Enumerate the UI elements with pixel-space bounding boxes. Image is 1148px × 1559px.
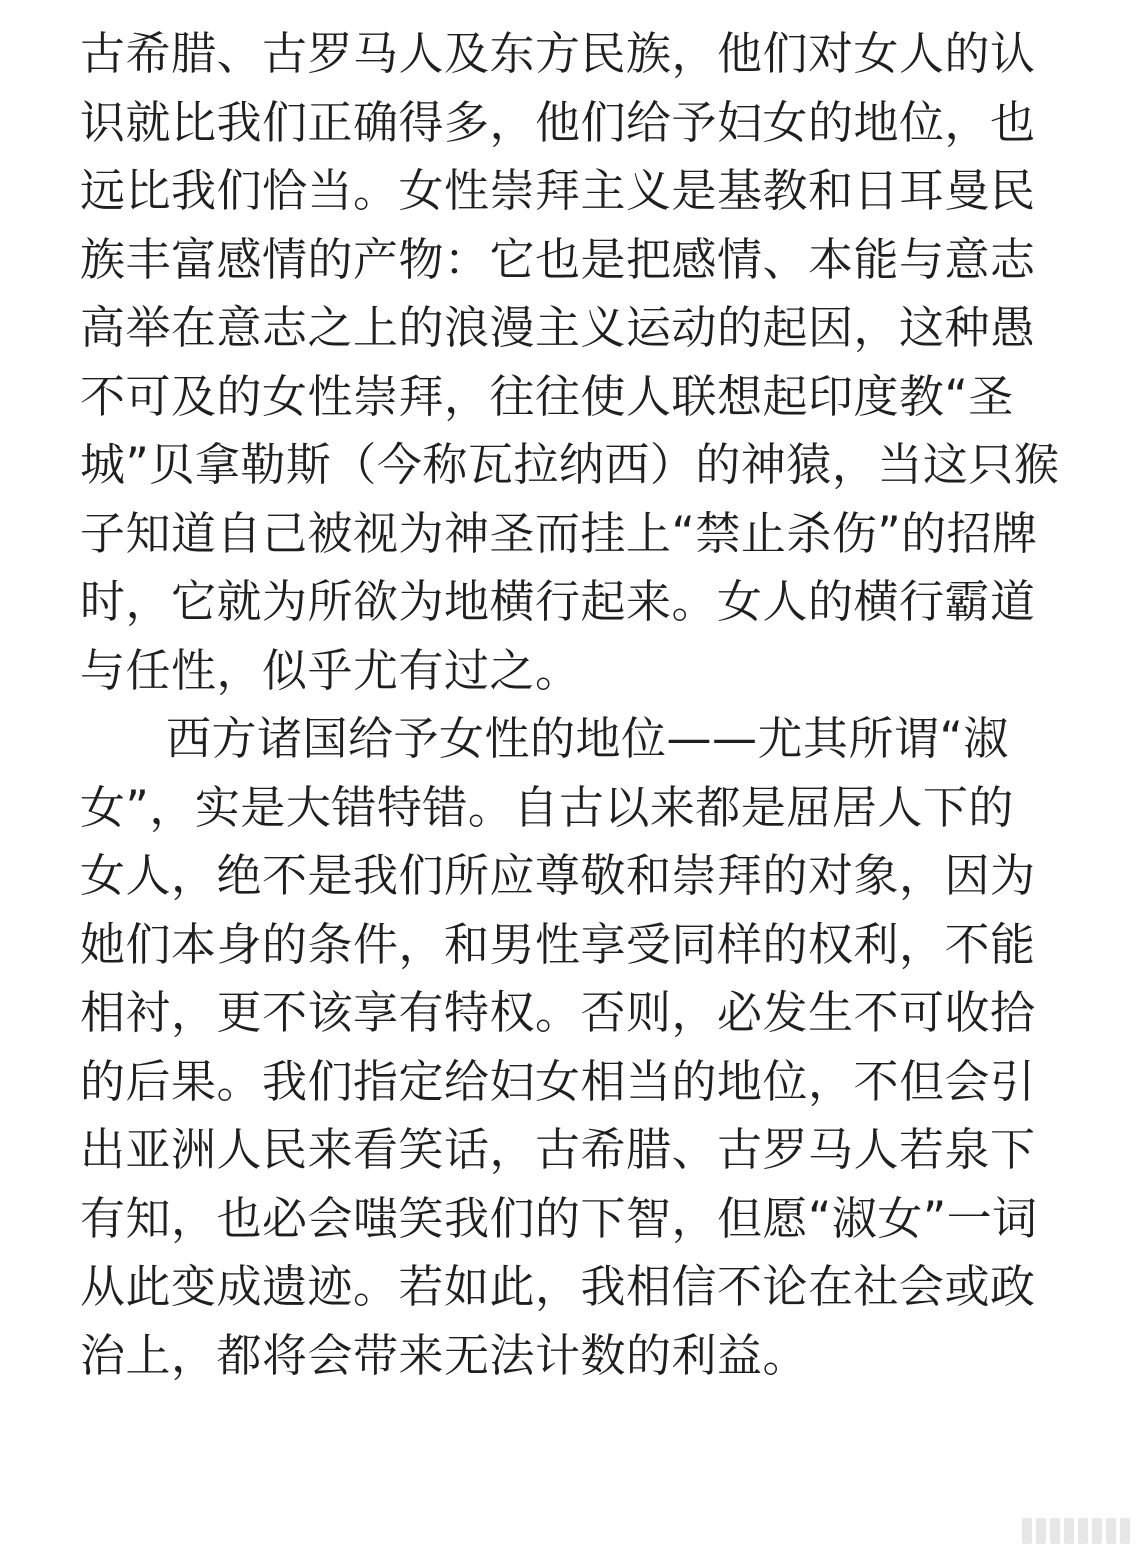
paragraph-line: 出亚洲人民来看笑话，古希腊、古罗马人若泉下 xyxy=(80,1123,1036,1176)
watermark-bar xyxy=(1092,1518,1102,1544)
paragraph-line: 她们本身的条件，和男性享受同样的权利，不能 xyxy=(80,917,1036,971)
paragraph-2 xyxy=(80,705,1100,1390)
paragraph-line: 高举在意志之上的浪漫主义运动的起因，这种愚 xyxy=(80,301,1036,354)
paragraph-line: 族丰富感情的产物：它也是把感情、本能与意志 xyxy=(80,232,1036,286)
paragraph-line: 治上，都将会带来无法计数的利益。 xyxy=(80,1328,809,1382)
paragraph-line: 从此变成遗迹。若如此，我相信不论在社会或政 xyxy=(80,1260,1036,1313)
paragraph-1 xyxy=(80,20,1100,705)
paragraph-line: 时，它就为所欲为地横行起来。女人的横行霸道 xyxy=(80,575,1036,628)
paragraph-line: 古希腊、古罗马人及东方民族，他们对女人的认 xyxy=(80,27,1036,80)
paragraph-line: 与任性，似乎尤有过之。 xyxy=(80,643,581,697)
paragraph-line: 不可及的女性崇拜，往往使人联想起印度教“圣 xyxy=(80,369,1014,423)
paragraph-line: 西方诸国给予女性的地位——尤其所谓“淑 xyxy=(166,712,1009,765)
watermark-mark xyxy=(1020,1517,1130,1545)
watermark-bar xyxy=(1106,1518,1116,1544)
paragraph-line: 女人，绝不是我们所应尊敬和崇拜的对象，因为 xyxy=(80,849,1036,902)
watermark-bar xyxy=(1036,1518,1046,1544)
paragraph-line: 城”贝拿勒斯（今称瓦拉纳西）的神猿，当这只猴 xyxy=(80,438,1060,491)
paragraph-line: 识就比我们正确得多，他们给予妇女的地位，也 xyxy=(80,95,1036,149)
paragraph-line: 的后果。我们指定给妇女相当的地位，不但会引 xyxy=(80,1054,1036,1108)
paragraph-line: 相衬，更不该享有特权。否则，必发生不可收拾 xyxy=(80,986,1036,1039)
document-text xyxy=(80,20,1100,1390)
watermark-bar xyxy=(1050,1518,1060,1544)
watermark-bar xyxy=(1064,1518,1074,1544)
watermark-bar xyxy=(1022,1518,1032,1544)
watermark-bar xyxy=(1078,1518,1088,1544)
paragraph-line: 有知，也必会嗤笑我们的下智，但愿“淑女”一词 xyxy=(80,1191,1038,1245)
paragraph-line: 子知道自己被视为神圣而挂上“禁止杀伤”的招牌 xyxy=(80,506,1038,560)
paragraph-line: 远比我们恰当。女性崇拜主义是基教和日耳曼民 xyxy=(80,164,1036,217)
paragraph-line: 女”，实是大错特错。自古以来都是屈居人下的 xyxy=(80,780,1014,834)
watermark-bar xyxy=(1120,1518,1130,1544)
